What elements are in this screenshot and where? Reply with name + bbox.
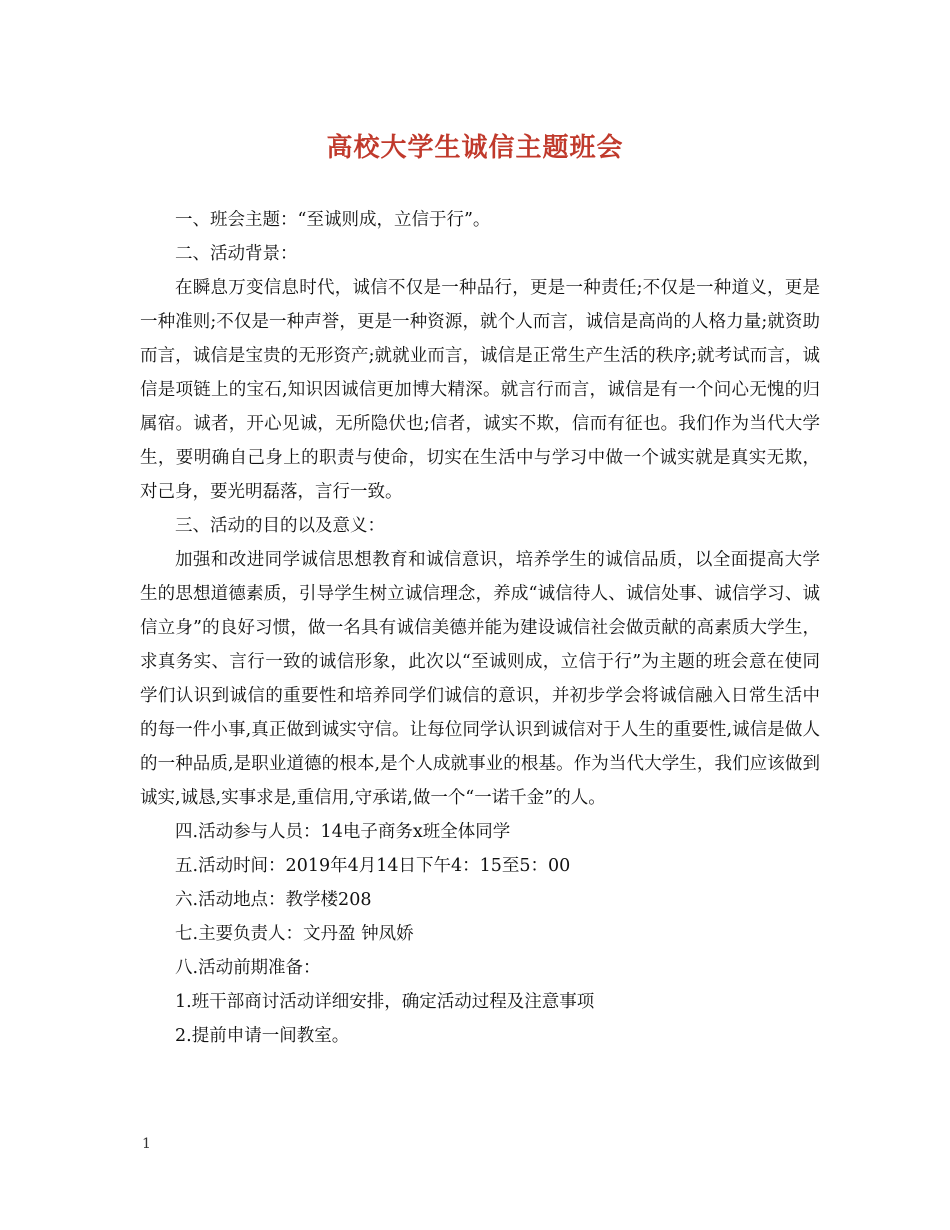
- section-background-text: 在瞬息万变信息时代，诚信不仅是一种品行，更是一种责任;不仅是一种道义，更是一种准则;不仅是一种声誉，更是一种资源，就个人而言，诚信是高尚的人格力量;就资助而言，诚信是宝贵的无形资产;就就业而言，诚信是正常生产生活的秩序;就考试而言，诚信是项链上的宝石,知识因诚信更加博大精深。就言行而言，诚信是有一个问心无愧的归属宿。诚者，开心见诚，无所隐伏也;信者，诚实不欺，信而有征也。我们作为当代大学生，要明确自己身上的职责与使命，切实在生活中与学习中做一个诚实就是真实无欺，对己身，要光明磊落，言行一致。: [140, 278, 820, 502]
- section-purpose-heading: 三、活动的目的以及意义：: [175, 516, 385, 536]
- document-title: 高校大学生诚信主题班会: [326, 133, 624, 163]
- section-organizers: 七.主要负责人：文丹盈 钟凤娇: [175, 924, 414, 944]
- preparation-item-2: 2.提前申请一间教室。: [175, 1026, 350, 1046]
- document-body: [140, 203, 820, 1053]
- page-number: 1: [142, 1136, 151, 1152]
- section-purpose-text: 加强和改进同学诚信思想教育和诚信意识，培养学生的诚信品质，以全面提高大学生的思想道德素质，引导学生树立诚信理念，养成“诚信待人、诚信处事、诚信学习、诚信立身”的良好习惯，做一名具有诚信美德并能为建设诚信社会做贡献的高素质大学生，求真务实、言行一致的诚信形象，此次以“至诚则成，立信于行”为主题的班会意在使同学们认识到诚信的重要性和培养同学们诚信的意识，并初步学会将诚信融入日常生活中的每一件小事,真正做到诚实守信。让每位同学认识到诚信对于人生的重要性,诚信是做人的一种品质,是职业道德的根本,是个人成就事业的根基。作为当代大学生，我们应该做到诚实,诚恳,实事求是,重信用,守承诺,做一个“一诺千金”的人。: [140, 550, 820, 808]
- preparation-item-1: 1.班干部商讨活动详细安排，确定活动过程及注意事项: [175, 992, 595, 1012]
- section-preparation-heading: 八.活动前期准备：: [175, 958, 321, 978]
- section-time: 五.活动时间：2019年4月14日下午4：15至5：00: [175, 856, 571, 876]
- section-participants: 四.活动参与人员：14电子商务x班全体同学: [175, 822, 511, 842]
- section-background-heading: 二、活动背景：: [175, 244, 298, 264]
- section-theme: 一、班会主题：“至诚则成，立信于行”。: [175, 210, 491, 230]
- section-location: 六.活动地点：教学楼208: [175, 890, 372, 910]
